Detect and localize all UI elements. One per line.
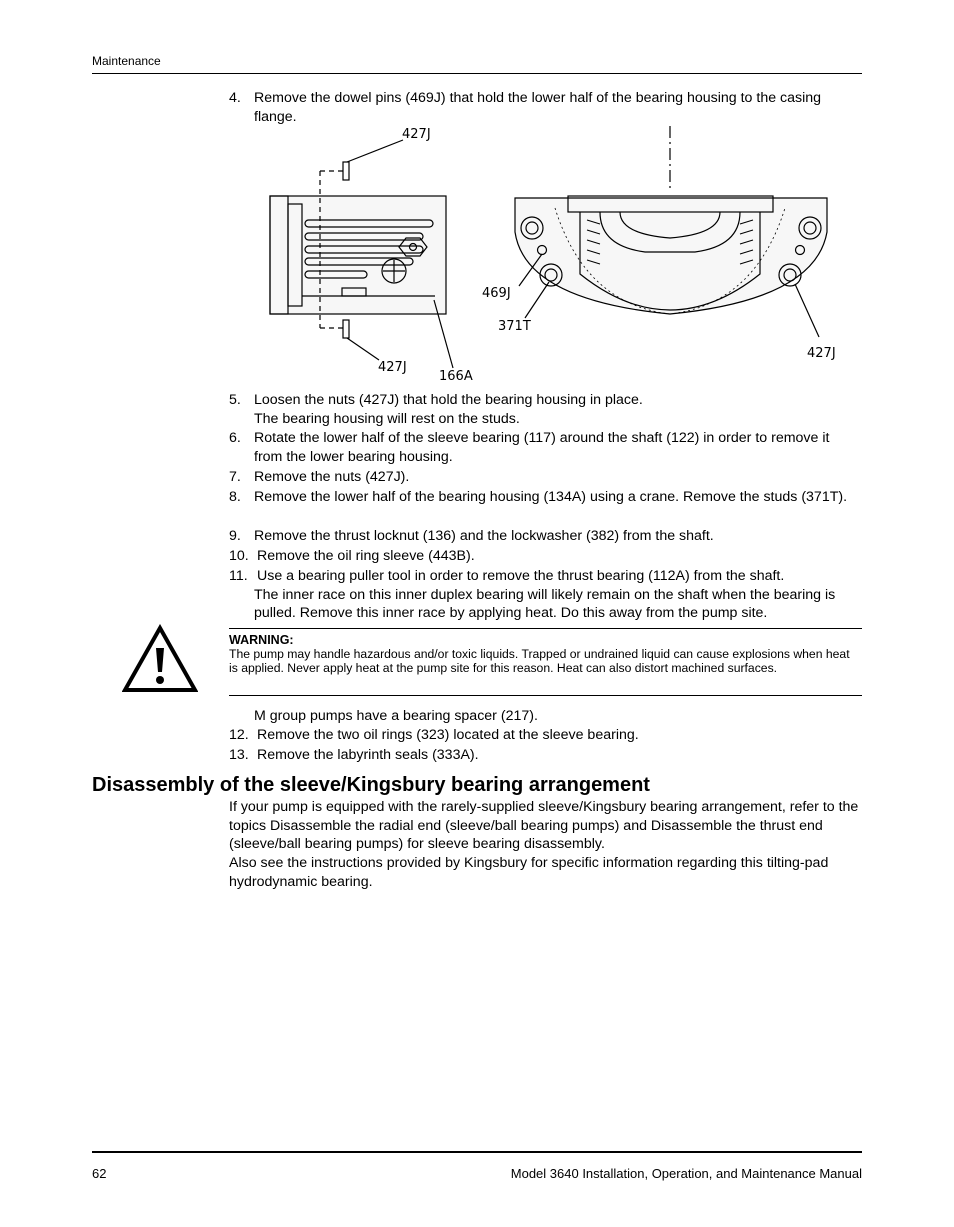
- step-number: 8.: [229, 489, 241, 505]
- step-text: Remove the two oil rings (323) located at the sleeve bearing.: [257, 727, 639, 743]
- end-view: [515, 126, 827, 337]
- label-427j-top: 427J: [402, 127, 431, 142]
- header-rule: [92, 73, 862, 74]
- step-text: Remove the dowel pins (469J) that hold the lower half of the bearing housing to the casing flange.: [254, 90, 822, 125]
- step-number: 11.: [229, 568, 248, 584]
- bearing-housing-figure: [255, 124, 845, 391]
- step-8: [229, 488, 859, 507]
- page-number: 62: [92, 1166, 107, 1181]
- step-10: [229, 547, 859, 566]
- step-9: [229, 527, 859, 546]
- side-view: [270, 140, 453, 368]
- label-166a: 166A: [439, 369, 473, 384]
- step-number: 6.: [229, 430, 241, 446]
- step-number: 13.: [229, 747, 249, 763]
- label-427j-bottom: 427J: [378, 360, 407, 375]
- step-text: Rotate the lower half of the sleeve bearing (117) around the shaft (122) in order to remove it from the lower bearing housing.: [254, 430, 830, 465]
- section-paragraph-1: If your pump is equipped with the rarely-supplied sleeve/Kingsbury bearing arrangement, refer to the topics Disassemble the radial end (sleeve/ball bearing pumps) and Disassemble the thrust end (sleeve/ball bearing pumps) for sleeve bearing disassembly.: [229, 799, 859, 852]
- step-12: [229, 726, 859, 745]
- warning-bottom-rule: [229, 695, 862, 696]
- footer-rule: [92, 1151, 862, 1153]
- step-number: 7.: [229, 469, 241, 485]
- step-11: [229, 567, 859, 623]
- warning-body: The pump may handle hazardous and/or toxic liquids. Trapped or undrained liquid can cause explosions when heat is applied. Never apply heat at the pump site for this reason. Heat can also distort machined surfaces.: [229, 647, 850, 675]
- bearing-housing-drawing: [255, 124, 845, 386]
- step-number: 12.: [229, 727, 249, 743]
- section-heading: Disassembly of the sleeve/Kingsbury bearing arrangement: [92, 774, 650, 796]
- warning-title: WARNING:: [229, 633, 294, 647]
- step-text: Remove the lower half of the bearing housing (134A) using a crane. Remove the studs (371T).: [254, 489, 848, 505]
- label-469j: 469J: [482, 286, 511, 301]
- step-text: Loosen the nuts (427J) that hold the bearing housing in place.: [254, 392, 643, 408]
- step-text: Use a bearing puller tool in order to remove the thrust bearing (112A) from the shaft.: [257, 568, 785, 584]
- manual-title: Model 3640 Installation, Operation, and Maintenance Manual: [510, 1166, 862, 1181]
- step-7: [229, 468, 859, 487]
- step-number: 10.: [229, 548, 249, 564]
- step-number: 9.: [229, 528, 241, 544]
- step-text: Remove the thrust locknut (136) and the lockwasher (382) from the shaft.: [254, 528, 714, 544]
- step-13: [229, 746, 859, 765]
- step-5: [229, 391, 859, 428]
- step-text: Remove the oil ring sleeve (443B).: [257, 548, 475, 564]
- warning-icon: [122, 624, 198, 699]
- step-6: [229, 429, 859, 466]
- label-371t: 371T: [498, 319, 531, 334]
- step-4: [229, 89, 859, 126]
- step-subtext: The bearing housing will rest on the studs.: [254, 410, 520, 427]
- step-number: 5.: [229, 392, 241, 408]
- label-427j-right: 427J: [807, 346, 836, 361]
- running-header: Maintenance: [92, 54, 161, 68]
- step-text: Remove the labyrinth seals (333A).: [257, 747, 479, 763]
- section-paragraph-2: Also see the instructions provided by Kingsbury for specific information regarding this tilting-pad hydrodynamic bearing.: [229, 855, 829, 890]
- warning-top-rule: [229, 628, 862, 629]
- step-subtext: The inner race on this inner duplex bearing will likely remain on the shaft when the bearing is pulled. Remove this inner race by applying heat. Do this away from the pump site.: [254, 586, 836, 621]
- step-text: Remove the nuts (427J).: [254, 469, 410, 485]
- step-number: 4.: [229, 90, 241, 106]
- note-text: M group pumps have a bearing spacer (217).: [254, 708, 538, 724]
